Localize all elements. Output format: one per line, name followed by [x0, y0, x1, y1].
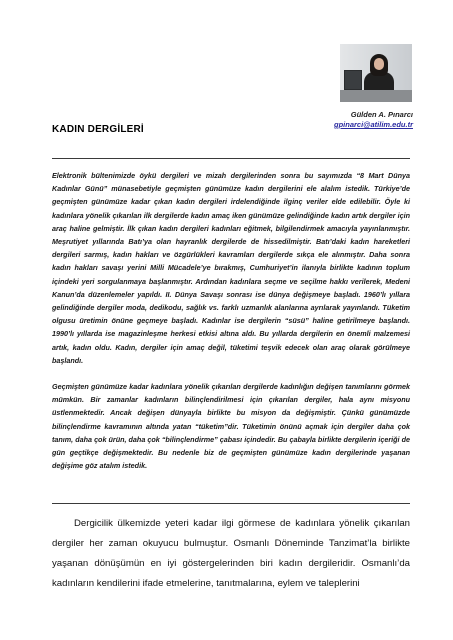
intro-paragraph-1-text: Elektronik bültenimizde öykü dergileri ve mizah dergilerinden sonra bu sayımızda “8 Mart Dünya Kadınlar Günü” münasebetiyle geçmişten günümüze kadın dergilerini ele alalım istedik. Türkiye’de geçmişten günümüze kadar çıkan kadın dergileri irdelendiğinde ilginç veriler elde edilebilir. Öyle ki kadınlara yönelik çıkarılan ilk dergilerde kadın amaç iken günümüze gelindiğinde kadın artık dergiler için araç haline gelmiştir. İlk çıkan kadın dergileri kadınları eğitmek, bilgilendirmek amacıyla yayınlanmıştır. Meşrutiyet yıllarında Batı’ya olan hayranlık dergilerde de hissedilmiştir. Batı’daki kadın hareketleri dergileri sarmış, kadın hakları ve özgürlükleri kavramları dergilerde sıkça ele alınmıştır. Daha sonra kadın hakları savaşı yerini Milli Mücadele’ye bırakmış, Cumhuriyet’in ilanıyla birlikte kadının toplum içindeki yeri sorgulanmaya başlanmıştır. Ardından kadınlara seçme ve seçilme hakkı verilerek, Medeni Kanun’da düzenlemeler yapıldı. II. Dünya Savaşı sonrası ise dünya değişmeye başladı. 1960’lı yıllara gelindiğinde dergiler moda, dedikodu, sağlık vs. farklı uzmanlık alanlarına ayrılarak yayınlandı. Tüketim olgusu üretimin önüne geçmeye başladı. Kadınlar ise dergilerin “süsü” haline getirilmeye başlandı. 1990’lı yıllarda ise magazinleşme herkesi etkisi altına aldı. Bu yıllarda dergilerin en önemli malzemesi artık, kadın oldu. Kadın, dergiler için amaç değil, tüketimi teşvik edecek olan araç olarak görülmeye başlandı.: [52, 171, 410, 365]
author-photo: [340, 44, 412, 102]
author-email-link[interactable]: gpinarci@atilim.edu.tr: [334, 120, 413, 129]
article-title: KADIN DERGİLERİ: [52, 124, 144, 135]
intro-paragraph-2: [52, 380, 410, 472]
author-name: Gülden A. Pınarcı: [350, 110, 413, 119]
photo-desk: [340, 90, 412, 102]
intro-paragraph-2-text: Geçmişten günümüze kadar kadınlara yönelik çıkarılan dergilerde kadınlığın değişen tanımlarını görmek mümkün. Bir zamanlar kadınların bilinçlendirilmesi için çıkarılan dergiler, hala aynı misyonu üstlenmektedir. Ancak değişen dünyayla birlikte bu misyon da değişmiştir. Çünkü günümüzde bilinçlendirme kavramının altında yatan “tüketim”dir. Tüketimin önünü açmak için dergiler daha çok tanım, daha çok ürün, daha çok “bilinçlendirme” çabası içindedir. Bu çabayla birlikte dergilerin içeriği de gün geçtikçe değişmektedir. Bu nedenle biz de geçmişten günümüze kadın dergilerinde yaşanan değişime göz atalım istedik.: [52, 382, 410, 471]
body-paragraph: [52, 514, 410, 594]
intro-paragraph-1: [52, 169, 410, 367]
top-divider: [52, 158, 410, 159]
author-block: [334, 110, 413, 130]
body-paragraph-text: Dergicilik ülkemizde yeteri kadar ilgi görmese de kadınlara yönelik çıkarılan dergiler her zaman okuyucu bulmuştur. Osmanlı Döneminde Tanzimat’la birlikte yaşanan dönüşümün en iyi göstergelerinden biri kadın dergileridir. Osmanlı’da kadınların kendilerini ifade etmelerine, tanıtmalarına, eylem ve taleplerini: [52, 518, 410, 589]
bottom-divider: [52, 503, 410, 504]
photo-person-face: [374, 58, 384, 70]
photo-monitor: [344, 70, 362, 90]
